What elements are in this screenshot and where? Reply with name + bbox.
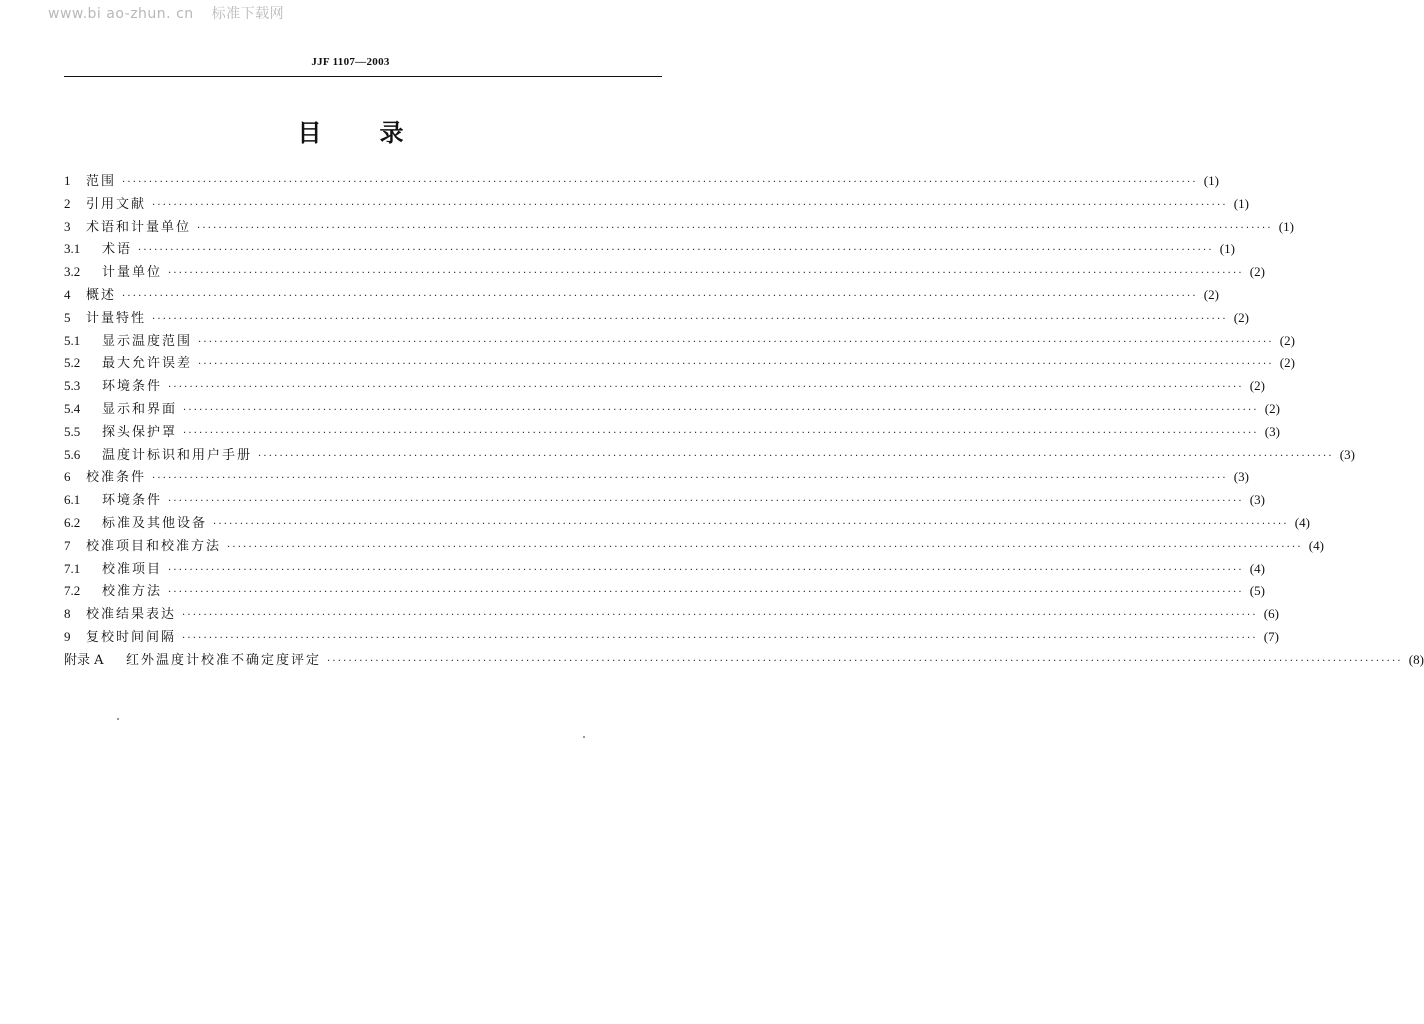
toc-entry xyxy=(64,466,1249,489)
toc-entry xyxy=(64,375,1265,398)
toc-leader-dots: ········································································································································································································ xyxy=(168,564,1244,576)
toc-entry-page: (1) xyxy=(1278,218,1294,234)
toc-entry xyxy=(64,284,1219,307)
toc-entry-title: 复校时间间隔 xyxy=(86,629,177,645)
toc-entry-page: (2) xyxy=(1203,286,1219,302)
toc-leader-dots: ········································································································································································································ xyxy=(152,473,1228,485)
toc-entry xyxy=(64,626,1279,649)
toc-entry-title: 环境条件 xyxy=(102,493,163,509)
toc-entry-page: (5) xyxy=(1249,583,1265,599)
toc-leader-dots: ········································································································································································································ xyxy=(198,336,1274,348)
toc-leader-dots: ········································································································································································································ xyxy=(168,587,1244,599)
toc-entry-title: 校准项目和校准方法 xyxy=(86,538,222,554)
toc-entry-number: 7.2 xyxy=(64,583,81,599)
toc-entry-title: 显示温度范围 xyxy=(102,333,193,349)
toc-entry-title: 标准及其他设备 xyxy=(102,515,208,531)
toc-leader-dots: ········································································································································································································ xyxy=(198,359,1274,371)
toc-leader-dots: ········································································································································································································ xyxy=(182,610,1258,622)
toc-entry-page: (1) xyxy=(1233,195,1249,211)
toc-leader-dots: ········································································································································································································ xyxy=(152,313,1228,325)
toc-entry xyxy=(64,535,1324,558)
toc-entry-page: (4) xyxy=(1308,537,1324,553)
scan-speck xyxy=(583,736,585,738)
toc-leader-dots: ········································································································································································································ xyxy=(183,404,1259,416)
toc-entry-title: 探头保护罩 xyxy=(102,424,178,440)
toc-entry-number: 5.1 xyxy=(64,332,81,348)
toc-entry xyxy=(64,489,1265,512)
toc-entry-number: 附录 A xyxy=(64,652,104,668)
toc-entry xyxy=(64,352,1295,375)
toc-entry-page: (3) xyxy=(1249,492,1265,508)
toc-leader-dots: ········································································································································································································ xyxy=(138,245,1214,257)
toc-entry-title: 概述 xyxy=(86,287,117,303)
toc-entry-number: 5 xyxy=(64,309,71,325)
toc-entry-number: 5.5 xyxy=(64,423,81,439)
toc-entry xyxy=(64,193,1249,216)
toc-entry xyxy=(64,558,1265,581)
toc-leader-dots: ········································································································································································································ xyxy=(152,199,1228,211)
toc-entry-number: 1 xyxy=(64,173,71,188)
toc-leader-dots: ········································································································································································································ xyxy=(168,268,1244,280)
toc-leader-dots: ········································································································································································································ xyxy=(327,655,1403,667)
toc-entry-number: 7.1 xyxy=(64,560,81,576)
toc-entry-title: 校准项目 xyxy=(102,561,163,577)
toc-entry-page: (6) xyxy=(1263,606,1279,622)
header-rule xyxy=(64,76,662,77)
toc-entry-page: (1) xyxy=(1203,173,1219,188)
toc-entry-page: (2) xyxy=(1249,378,1265,394)
toc-leader-dots: ········································································································································································································ xyxy=(122,177,1198,188)
document-code: JJF 1107—2003 xyxy=(311,56,390,68)
toc-entry-title: 引用文献 xyxy=(86,196,147,212)
toc-entry-number: 5.4 xyxy=(64,400,81,416)
toc-entry-page: (3) xyxy=(1233,469,1249,485)
toc-entry-number: 3 xyxy=(64,218,71,234)
toc-leader-dots: ········································································································································································································ xyxy=(168,382,1244,394)
toc-entry-title: 术语 xyxy=(102,242,133,258)
toc-entry xyxy=(64,330,1295,353)
toc-entry-title: 校准条件 xyxy=(86,470,147,486)
toc-leader-dots: ········································································································································································································ xyxy=(168,496,1244,508)
toc-entry xyxy=(64,238,1235,261)
toc-entry-number: 5.6 xyxy=(64,446,81,462)
toc-entry-number: 7 xyxy=(64,537,71,553)
toc-entry xyxy=(64,649,1424,672)
toc-entry-page: (3) xyxy=(1264,423,1280,439)
toc-entry-title: 温度计标识和用户手册 xyxy=(102,447,253,463)
toc-entry-title: 计量单位 xyxy=(102,265,163,281)
toc-entry-number: 5.3 xyxy=(64,378,81,394)
toc-entry-title: 范围 xyxy=(86,174,117,189)
toc-entry-title: 计量特性 xyxy=(86,310,147,326)
toc-entry-number: 6.2 xyxy=(64,514,81,530)
toc-leader-dots: ········································································································································································································ xyxy=(213,518,1289,530)
toc-entry-number: 3.1 xyxy=(64,241,81,257)
toc-entry xyxy=(64,603,1279,626)
toc-entry-title: 校准方法 xyxy=(102,584,163,600)
toc-entry-page: (2) xyxy=(1264,400,1280,416)
toc-entry-page: (2) xyxy=(1279,355,1295,371)
toc-leader-dots: ········································································································································································································ xyxy=(183,427,1259,439)
watermark-text: 标准下载网 xyxy=(211,6,285,22)
toc-entry xyxy=(64,261,1265,284)
watermark xyxy=(48,3,284,23)
toc-entry xyxy=(64,216,1294,239)
toc-entry xyxy=(64,444,1355,467)
toc-entry xyxy=(64,307,1249,330)
toc-entry-number: 4 xyxy=(64,286,71,302)
toc-entry-page: (1) xyxy=(1219,241,1235,257)
toc-entry-page: (3) xyxy=(1339,446,1355,462)
toc-entry-page: (2) xyxy=(1249,264,1265,280)
watermark-url: www.bi ao-zhun. cn xyxy=(48,6,194,22)
toc-entry-page: (2) xyxy=(1279,332,1295,348)
toc-entry-title: 术语和计量单位 xyxy=(86,219,192,235)
toc-entry-number: 9 xyxy=(64,628,71,644)
toc-leader-dots: ········································································································································································································ xyxy=(182,632,1258,644)
toc-entry xyxy=(64,170,1219,193)
scan-speck xyxy=(117,718,119,720)
toc-entry-page: (4) xyxy=(1294,514,1310,530)
toc-entry-page: (7) xyxy=(1263,628,1279,644)
toc-entry-number: 2 xyxy=(64,195,71,211)
toc-entry-page: (4) xyxy=(1249,560,1265,576)
toc-entry-number: 3.2 xyxy=(64,264,81,280)
toc-entry-number: 5.2 xyxy=(64,355,81,371)
toc-entry-page: (8) xyxy=(1408,651,1424,667)
toc-leader-dots: ········································································································································································································ xyxy=(258,450,1334,462)
toc-entry-title: 显示和界面 xyxy=(102,401,178,417)
toc-entry-title: 红外温度计校准不确定度评定 xyxy=(126,652,322,668)
toc-entry-number: 6 xyxy=(64,469,71,485)
toc-entry xyxy=(64,512,1310,535)
toc-leader-dots: ········································································································································································································ xyxy=(227,541,1303,553)
toc-entry xyxy=(64,398,1280,421)
toc-entry-title: 环境条件 xyxy=(102,379,163,395)
toc-leader-dots: ········································································································································································································ xyxy=(197,222,1273,234)
toc-leader-dots: ········································································································································································································ xyxy=(122,290,1198,302)
toc-entry-page: (2) xyxy=(1233,309,1249,325)
page-title: 目录 xyxy=(297,119,462,147)
toc-entry-title: 校准结果表达 xyxy=(86,607,177,623)
toc-entry xyxy=(64,421,1280,444)
toc-entry-number: 6.1 xyxy=(64,492,81,508)
toc-entry xyxy=(64,580,1265,603)
toc-entry-title: 最大允许误差 xyxy=(102,356,193,372)
toc-entry-number: 8 xyxy=(64,606,71,622)
table-of-contents xyxy=(64,170,1424,672)
